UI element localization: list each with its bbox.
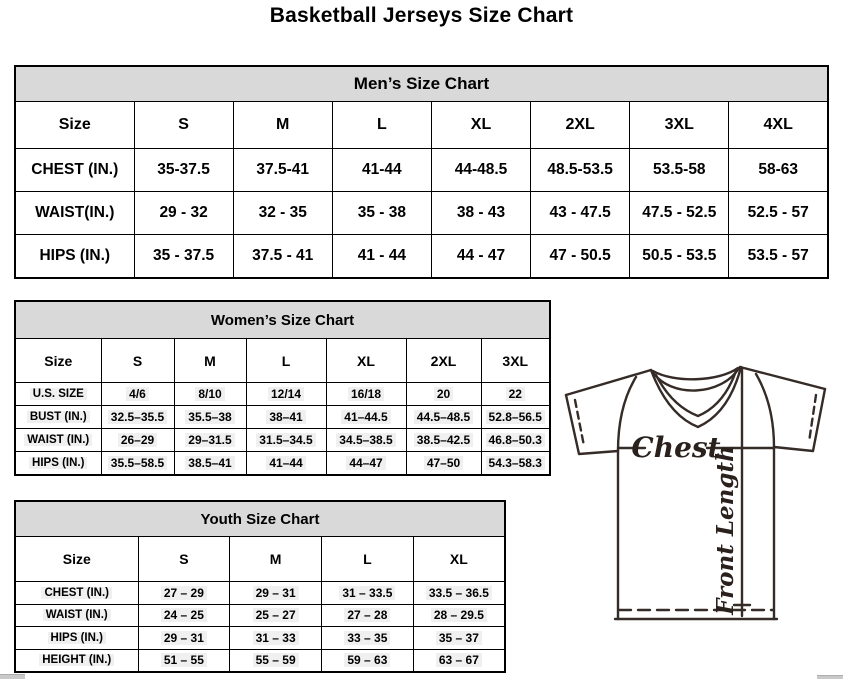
womens-chart-cell: 38.5–42.5 (406, 429, 481, 452)
youth-chart-column-header: L (322, 537, 414, 582)
womens-chart-cell: 32.5–35.5 (101, 406, 174, 429)
youth-chart-cell: 63 – 67 (413, 649, 505, 672)
mens-chart-title: Men’s Size Chart (15, 66, 828, 102)
youth-chart-cell: 24 – 25 (138, 604, 230, 627)
front-length-label: Front Length (712, 445, 739, 615)
womens-chart-cell: 4/6 (101, 383, 174, 406)
horizontal-scrollbar-fragment-right[interactable] (817, 675, 843, 679)
mens-chart-column-header: Size (15, 102, 134, 149)
mens-chart-cell: 35 - 37.5 (134, 235, 233, 279)
youth-chart-cell: 59 – 63 (322, 649, 414, 672)
womens-chart-row-label: WAIST (IN.) (15, 429, 101, 452)
mens-chart-row (15, 192, 828, 235)
youth-chart-cell: 35 – 37 (413, 627, 505, 650)
mens-chart-row-label: HIPS (IN.) (15, 235, 134, 279)
mens-chart-cell: 37.5-41 (233, 149, 332, 192)
youth-chart-column-header: S (138, 537, 230, 582)
womens-chart-cell: 20 (406, 383, 481, 406)
youth-chart-cell: 27 – 29 (138, 582, 230, 605)
mens-chart-cell: 32 - 35 (233, 192, 332, 235)
womens-chart-column-header: L (246, 339, 326, 383)
youth-size-chart-table (14, 500, 506, 673)
womens-chart-cell: 38.5–41 (174, 452, 246, 476)
horizontal-scrollbar-fragment-left[interactable] (0, 674, 25, 679)
mens-chart-cell: 47 - 50.5 (531, 235, 630, 279)
womens-chart-column-header: S (101, 339, 174, 383)
youth-chart-cell: 31 – 33.5 (322, 582, 414, 605)
mens-chart-cell: 38 - 43 (431, 192, 530, 235)
youth-chart-title: Youth Size Chart (15, 501, 505, 537)
youth-chart-column-header: XL (413, 537, 505, 582)
womens-chart-row-label: HIPS (IN.) (15, 452, 101, 476)
youth-chart-cell: 51 – 55 (138, 649, 230, 672)
mens-chart-column-header: 4XL (729, 102, 828, 149)
womens-chart-cell: 31.5–34.5 (246, 429, 326, 452)
youth-chart-row (15, 604, 505, 627)
youth-chart-row-label: HEIGHT (IN.) (15, 649, 138, 672)
mens-chart-row-label: CHEST (IN.) (15, 149, 134, 192)
womens-chart-cell: 26–29 (101, 429, 174, 452)
womens-chart-row-label: U.S. SIZE (15, 383, 101, 406)
youth-chart-cell: 33 – 35 (322, 627, 414, 650)
womens-chart-cell: 44–47 (326, 452, 406, 476)
womens-chart-cell: 38–41 (246, 406, 326, 429)
youth-chart-row-label: WAIST (IN.) (15, 604, 138, 627)
mens-chart-cell: 29 - 32 (134, 192, 233, 235)
jersey-left-shoulder-line (566, 370, 651, 395)
youth-chart-cell: 25 – 27 (230, 604, 322, 627)
womens-chart-cell: 41–44 (246, 452, 326, 476)
mens-chart-cell: 50.5 - 53.5 (630, 235, 729, 279)
youth-chart-cell: 33.5 – 36.5 (413, 582, 505, 605)
youth-chart-cell: 31 – 33 (230, 627, 322, 650)
chest-label: Chest (631, 431, 721, 464)
mens-chart-cell: 35-37.5 (134, 149, 233, 192)
youth-chart-cell: 55 – 59 (230, 649, 322, 672)
youth-chart-column-header: M (230, 537, 322, 582)
mens-chart-column-header: XL (431, 102, 530, 149)
womens-chart-cell: 12/14 (246, 383, 326, 406)
womens-chart-cell: 22 (481, 383, 550, 406)
womens-chart-column-header: 3XL (481, 339, 550, 383)
mens-chart-cell: 53.5 - 57 (729, 235, 828, 279)
youth-chart-cell: 29 – 31 (230, 582, 322, 605)
womens-chart-column-header: Size (15, 339, 101, 383)
youth-chart-row (15, 649, 505, 672)
womens-chart-row (15, 429, 550, 452)
mens-size-chart-table (14, 65, 829, 279)
womens-chart-cell: 8/10 (174, 383, 246, 406)
mens-chart-cell: 48.5-53.5 (531, 149, 630, 192)
mens-chart-cell: 35 - 38 (332, 192, 431, 235)
jersey-measurement-diagram (552, 358, 840, 630)
youth-chart-cell: 27 – 28 (322, 604, 414, 627)
womens-chart-column-header: 2XL (406, 339, 481, 383)
mens-chart-column-header: S (134, 102, 233, 149)
mens-chart-column-header: L (332, 102, 431, 149)
mens-chart-cell: 52.5 - 57 (729, 192, 828, 235)
youth-chart-column-header: Size (15, 537, 138, 582)
womens-chart-row (15, 383, 550, 406)
mens-chart-cell: 53.5-58 (630, 149, 729, 192)
jersey-right-sleeve-outline (774, 389, 825, 451)
mens-chart-cell: 44 - 47 (431, 235, 530, 279)
mens-chart-row (15, 149, 828, 192)
youth-chart-row-label: CHEST (IN.) (15, 582, 138, 605)
womens-chart-row-label: BUST (IN.) (15, 406, 101, 429)
womens-size-chart-table (14, 300, 551, 476)
womens-chart-cell: 16/18 (326, 383, 406, 406)
youth-chart-row (15, 582, 505, 605)
womens-chart-column-header: M (174, 339, 246, 383)
jersey-right-shoulder-line (740, 367, 825, 389)
womens-chart-cell: 35.5–58.5 (101, 452, 174, 476)
womens-chart-cell: 46.8–50.3 (481, 429, 550, 452)
mens-chart-row-label: WAIST(IN.) (15, 192, 134, 235)
page-title: Basketball Jerseys Size Chart (269, 4, 574, 27)
womens-chart-cell: 34.5–38.5 (326, 429, 406, 452)
jersey-left-sleeve-outline (566, 395, 618, 454)
mens-chart-column-header: 3XL (630, 102, 729, 149)
mens-chart-cell: 37.5 - 41 (233, 235, 332, 279)
womens-chart-cell: 54.3–58.3 (481, 452, 550, 476)
mens-chart-row (15, 235, 828, 279)
womens-chart-column-header: XL (326, 339, 406, 383)
womens-chart-cell: 52.8–56.5 (481, 406, 550, 429)
mens-chart-cell: 43 - 47.5 (531, 192, 630, 235)
womens-chart-row (15, 406, 550, 429)
mens-chart-cell: 47.5 - 52.5 (630, 192, 729, 235)
jersey-diagram-svg (552, 358, 840, 630)
youth-chart-row (15, 627, 505, 650)
womens-chart-cell: 29–31.5 (174, 429, 246, 452)
mens-chart-column-header: 2XL (531, 102, 630, 149)
mens-chart-cell: 41-44 (332, 149, 431, 192)
youth-chart-cell: 29 – 31 (138, 627, 230, 650)
womens-chart-cell: 41–44.5 (326, 406, 406, 429)
womens-chart-cell: 47–50 (406, 452, 481, 476)
youth-chart-row-label: HIPS (IN.) (15, 627, 138, 650)
jersey-right-armhole-seam (756, 374, 774, 447)
mens-chart-cell: 58-63 (729, 149, 828, 192)
mens-chart-column-header: M (233, 102, 332, 149)
womens-chart-row (15, 452, 550, 476)
womens-chart-cell: 35.5–38 (174, 406, 246, 429)
mens-chart-cell: 44-48.5 (431, 149, 530, 192)
mens-chart-cell: 41 - 44 (332, 235, 431, 279)
youth-chart-cell: 28 – 29.5 (413, 604, 505, 627)
womens-chart-title: Women’s Size Chart (15, 301, 550, 339)
womens-chart-cell: 44.5–48.5 (406, 406, 481, 429)
jersey-collar-back-arc1 (653, 368, 738, 379)
